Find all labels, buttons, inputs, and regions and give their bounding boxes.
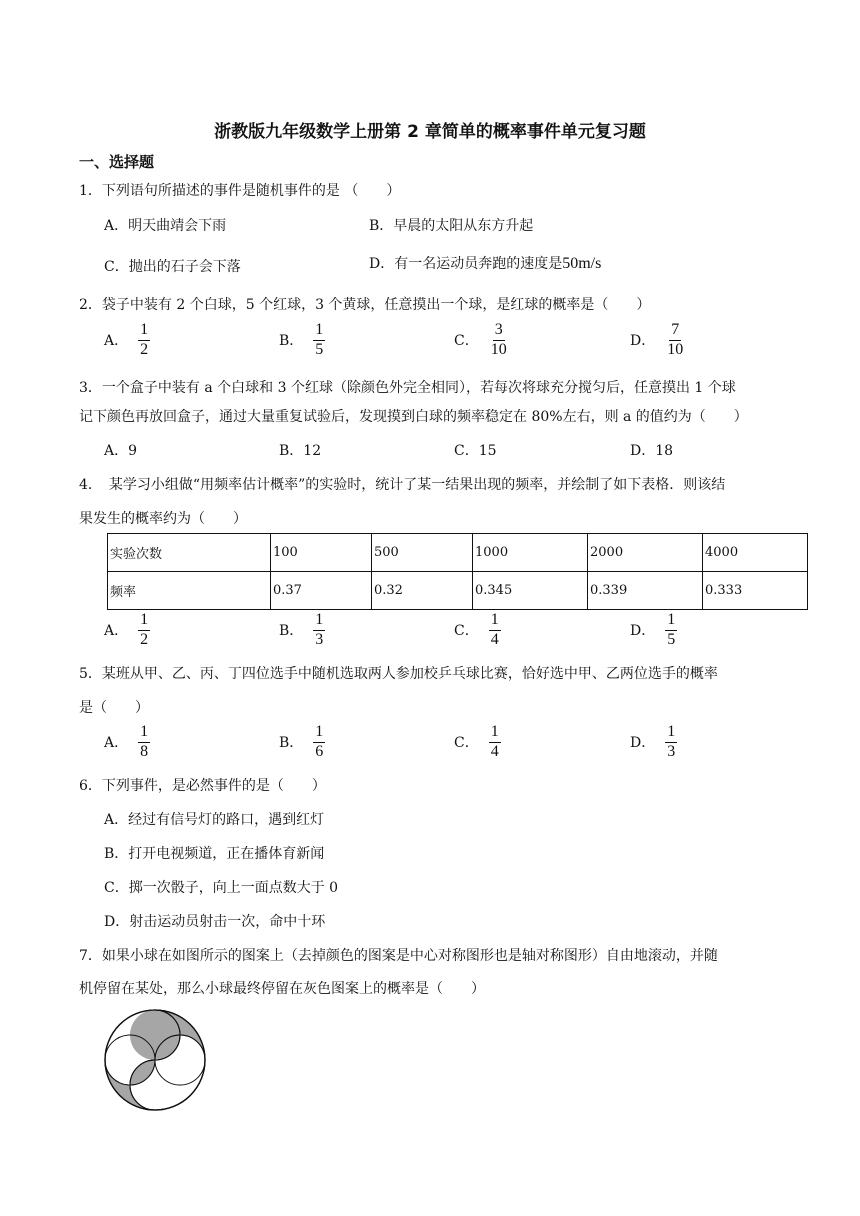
q1-option-d xyxy=(369,253,601,273)
option-label: D． xyxy=(630,333,656,350)
question-2-stem: 2．袋子中装有 2 个白球，5 个红球，3 个黄球，任意摸出一个球，是红球的概率是（ ） xyxy=(79,297,651,313)
q2-option-b xyxy=(279,322,325,359)
q1-option-a: A．明天曲靖会下雨 xyxy=(104,218,227,234)
table-cell: 0.345 xyxy=(473,572,588,610)
q2-option-d xyxy=(630,322,685,359)
q4-option-b xyxy=(279,612,325,649)
q3-option-c: C．15 xyxy=(454,443,497,459)
fraction-numerator: 1 xyxy=(313,612,325,631)
fraction-denominator: 10 xyxy=(490,340,507,358)
option-label: C． xyxy=(454,623,479,640)
question-5-stem-line2: 是（ ） xyxy=(79,700,149,716)
fraction xyxy=(313,724,325,761)
table-cell: 实验次数 xyxy=(108,534,271,572)
fraction-denominator: 6 xyxy=(315,742,324,760)
option-label: D． xyxy=(630,735,656,752)
pinwheel-circle-figure xyxy=(103,1008,207,1112)
question-7-stem-line1: 7．如果小球在如图所示的图案上（去掉颜色的图案是中心对称图形也是轴对称图形）自由地滚动，并随 xyxy=(79,948,718,964)
option-label: B． xyxy=(279,623,304,640)
table-row xyxy=(108,572,808,610)
question-3-stem-line1: 3．一个盒子中装有 a 个白球和 3 个红球（除颜色外完全相同），若每次将球充分搅匀后，任意摸出 1 个球 xyxy=(79,380,736,396)
q1-option-c: C．抛出的石子会下落 xyxy=(104,259,241,275)
fraction xyxy=(665,322,685,359)
table-cell: 100 xyxy=(271,534,372,572)
q4-option-a xyxy=(104,612,150,649)
q3-option-d: D．18 xyxy=(630,443,674,459)
question-5-stem-line1: 5．某班从甲、乙、丙、丁四位选手中随机选取两人参加校乒乓球比赛，恰好选中甲、乙两位选手的概率 xyxy=(79,666,718,682)
fraction-denominator: 2 xyxy=(140,630,149,648)
q6-option-c: C．掷一次骰子，向上一面点数大于 0 xyxy=(104,880,339,896)
q5-option-a xyxy=(104,724,150,761)
fraction-numerator: 1 xyxy=(138,612,150,631)
table-cell: 0.339 xyxy=(588,572,703,610)
question-1-stem: 1．下列语句所描述的事件是随机事件的是 （ ） xyxy=(79,183,401,199)
q2-option-a xyxy=(104,322,150,359)
fraction-numerator: 1 xyxy=(138,322,150,341)
table-cell: 频率 xyxy=(108,572,271,610)
fraction-denominator: 8 xyxy=(140,742,149,760)
table-row xyxy=(108,534,808,572)
question-4-stem-line1: 4． 某学习小组做“用频率估计概率”的实验时，统计了某一结果出现的频率，并绘制了如下表格．则该结 xyxy=(79,477,726,493)
q3-option-b: B．12 xyxy=(279,443,322,459)
fraction xyxy=(313,322,325,359)
table-cell: 500 xyxy=(372,534,473,572)
fraction xyxy=(489,724,501,761)
table-cell: 2000 xyxy=(588,534,703,572)
fraction-numerator: 3 xyxy=(493,322,505,341)
option-label: C． xyxy=(454,735,479,752)
fraction-numerator: 1 xyxy=(313,322,325,341)
fraction-numerator: 1 xyxy=(665,612,677,631)
fraction-numerator: 1 xyxy=(313,724,325,743)
q5-option-b xyxy=(279,724,325,761)
fraction xyxy=(138,322,150,359)
question-6-stem: 6．下列事件，是必然事件的是（ ） xyxy=(79,778,326,794)
fraction-numerator: 1 xyxy=(489,612,501,631)
q1-option-b: B．早晨的太阳从东方升起 xyxy=(369,218,534,234)
q5-option-c xyxy=(454,724,501,761)
fraction-denominator: 3 xyxy=(315,630,324,648)
fraction xyxy=(138,612,150,649)
fraction-denominator: 10 xyxy=(667,340,684,358)
fraction-denominator: 4 xyxy=(490,630,499,648)
table-cell: 1000 xyxy=(473,534,588,572)
fraction-denominator: 3 xyxy=(667,742,676,760)
fraction-denominator: 5 xyxy=(315,340,324,358)
question-3-stem-line2: 记下颜色再放回盒子，通过大量重复试验后，发现摸到白球的频率稳定在 80%左右，则 a 的值约为（ ） xyxy=(79,409,748,425)
q1-option-d-text: D．有一名运动员奔跑的速度是 xyxy=(369,256,563,272)
question-4-stem-line2: 果发生的概率约为（ ） xyxy=(79,511,247,527)
q6-option-a: A．经过有信号灯的路口，遇到红灯 xyxy=(104,812,325,828)
section-heading: 一、选择题 xyxy=(79,153,155,171)
fraction-denominator: 2 xyxy=(140,340,149,358)
option-label: D． xyxy=(630,623,656,640)
fraction xyxy=(489,322,509,359)
q6-option-d: D．射击运动员射击一次，命中十环 xyxy=(104,914,326,930)
q4-option-d xyxy=(630,612,677,649)
table-cell: 0.32 xyxy=(372,572,473,610)
fraction-denominator: 5 xyxy=(667,630,676,648)
q1-option-d-unit: 50m/s xyxy=(562,255,602,272)
q3-option-a: A．9 xyxy=(104,443,138,459)
question-7-stem-line2: 机停留在某处，那么小球最终停留在灰色图案上的概率是（ ） xyxy=(79,981,485,997)
fraction-numerator: 1 xyxy=(138,724,150,743)
fraction xyxy=(489,612,501,649)
page-title: 浙教版九年级数学上册第 2 章简单的概率事件单元复习题 xyxy=(214,122,646,142)
q4-option-c xyxy=(454,612,501,649)
fraction xyxy=(665,612,677,649)
option-label: C． xyxy=(454,333,479,350)
table-cell: 4000 xyxy=(703,534,808,572)
option-label: B． xyxy=(279,735,304,752)
option-label: A． xyxy=(104,333,129,350)
option-label: B． xyxy=(279,333,304,350)
fraction xyxy=(138,724,150,761)
q6-option-b: B．打开电视频道，正在播体育新闻 xyxy=(104,846,325,862)
q5-option-d xyxy=(630,724,677,761)
table-cell: 0.37 xyxy=(271,572,372,610)
fraction-numerator: 1 xyxy=(665,724,677,743)
fraction xyxy=(665,724,677,761)
fraction-numerator: 1 xyxy=(489,724,501,743)
option-label: A． xyxy=(104,735,129,752)
option-label: A． xyxy=(104,623,129,640)
fraction xyxy=(313,612,325,649)
frequency-table xyxy=(107,533,808,610)
fraction-denominator: 4 xyxy=(490,742,499,760)
fraction-numerator: 7 xyxy=(669,322,681,341)
table-cell: 0.333 xyxy=(703,572,808,610)
q2-option-c xyxy=(454,322,509,359)
